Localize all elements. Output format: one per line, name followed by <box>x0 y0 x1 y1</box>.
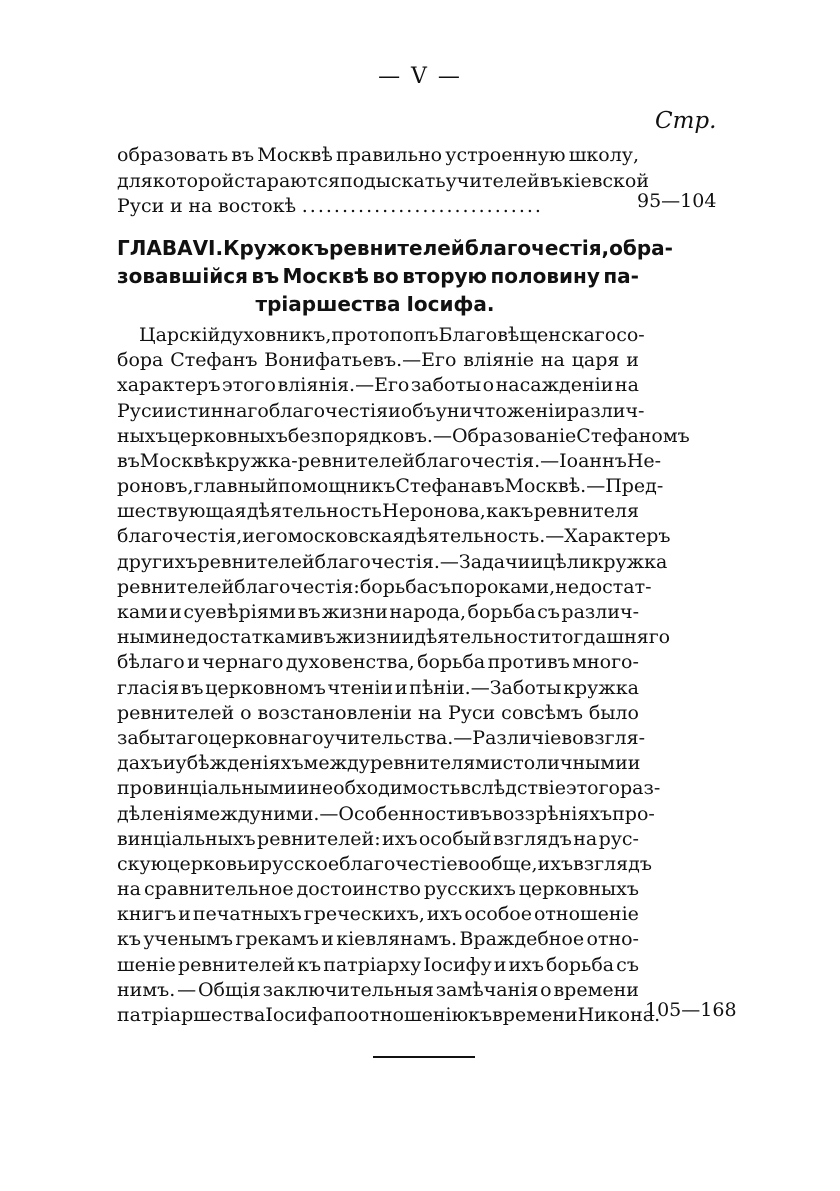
summary-line: характеръ этого вліянія.—Его заботы о насажденіи на <box>117 374 639 396</box>
entry-line: Руси и на востокѣ .............................. <box>117 195 543 217</box>
summary-line: ными недостатками въ жизни и дѣятельности тогдашняго <box>117 626 671 648</box>
summary-line: скую церковь и русское благочестіе вообще, ихъ взглядъ <box>117 853 652 875</box>
summary-line: патріаршества Іосифа по отношенію къ времени Никона. <box>117 1004 661 1026</box>
page-range: 105—168 <box>645 999 737 1021</box>
chapter-title-line: зовавшійся въ Москвѣ во вторую половину па- <box>117 264 639 288</box>
summary-line: къ ученымъ грекамъ и кіевлянамъ. Враждебное отно- <box>117 928 639 950</box>
summary-line: Руси истиннаго благочестія и объ уничтоженіи различ- <box>117 400 645 422</box>
summary-line: благочестія, и его московская дѣятельность.—Характеръ <box>117 525 671 547</box>
summary-line: другихъ ревнителей благочестія.—Задачи и цѣли кружка <box>117 551 668 573</box>
summary-line: дахъ и убѣжденіяхъ между ревнителями столичными и <box>117 752 641 774</box>
summary-line: книгъ и печатныхъ греческихъ, ихъ особое отношеніе <box>117 903 639 925</box>
section-divider <box>373 1056 475 1058</box>
summary-line: дѣленія между ними.—Особенности въ воззрѣніяхъ про- <box>117 803 655 825</box>
summary-line: Царскій духовникъ, протопопъ Благовѣщенскаго со- <box>139 324 645 346</box>
entry-line: образовать въ Москвѣ правильно устроенную школу, <box>117 144 639 166</box>
summary-line: роновъ, главный помощникъ Стефана въ Москвѣ.—Пред- <box>117 475 664 497</box>
summary-line: ревнителей о возстановленіи на Руси совсѣмъ было <box>117 702 639 724</box>
summary-line: шествующая дѣятельность Неронова, какъ ревнителя <box>117 500 639 522</box>
summary-line: бора Стефанъ Вонифатьевъ.—Его вліяніе на царя и <box>117 349 639 371</box>
page-range: 95—104 <box>637 190 717 212</box>
summary-line: гласія въ церковномъ чтеніи и пѣніи.—Заботы кружка <box>117 677 639 699</box>
summary-line: на сравнительное достоинство русскихъ церковныхъ <box>117 878 639 900</box>
summary-line: бѣлаго и чернаго духовенства, борьба противъ много- <box>117 651 639 673</box>
page-column-label: Стр. <box>655 108 717 134</box>
chapter-title-line: ГЛАВА VI. Кружокъ ревнителей благочестія, обра- <box>117 236 673 260</box>
summary-line: въ Москвѣ кружка-ревнителей благочестія.—Іоаннъ Не- <box>117 450 662 472</box>
entry-line: для которой стараются подыскать учителей въ кіевской <box>117 170 650 192</box>
summary-line: ками и суевѣріями въ жизни народа, борьба съ различ- <box>117 601 639 623</box>
summary-line: винціальныхъ ревнителей: ихъ особый взглядъ на рус- <box>117 828 639 850</box>
summary-line: нимъ. — Общія заключительныя замѣчанія о времени <box>117 979 639 1001</box>
chapter-title-line: тріаршества Іосифа. <box>255 292 495 316</box>
dot-leader: .............................. <box>301 195 543 217</box>
summary-line: провинціальными и необходимость вслѣдствіе этого раз- <box>117 777 661 799</box>
summary-line: забытаго церковнаго учительства.—Различіе во взгля- <box>117 727 646 749</box>
summary-line: шеніе ревнителей къ патріарху Іосифу и ихъ борьба съ <box>117 954 639 976</box>
summary-line: ныхъ церковныхъ безпорядковъ.—Образованіе Стефаномъ <box>117 425 690 447</box>
summary-line: ревнителей благочестія: борьба съ пороками, недостат- <box>117 576 652 598</box>
page-number: — V — <box>378 64 462 89</box>
